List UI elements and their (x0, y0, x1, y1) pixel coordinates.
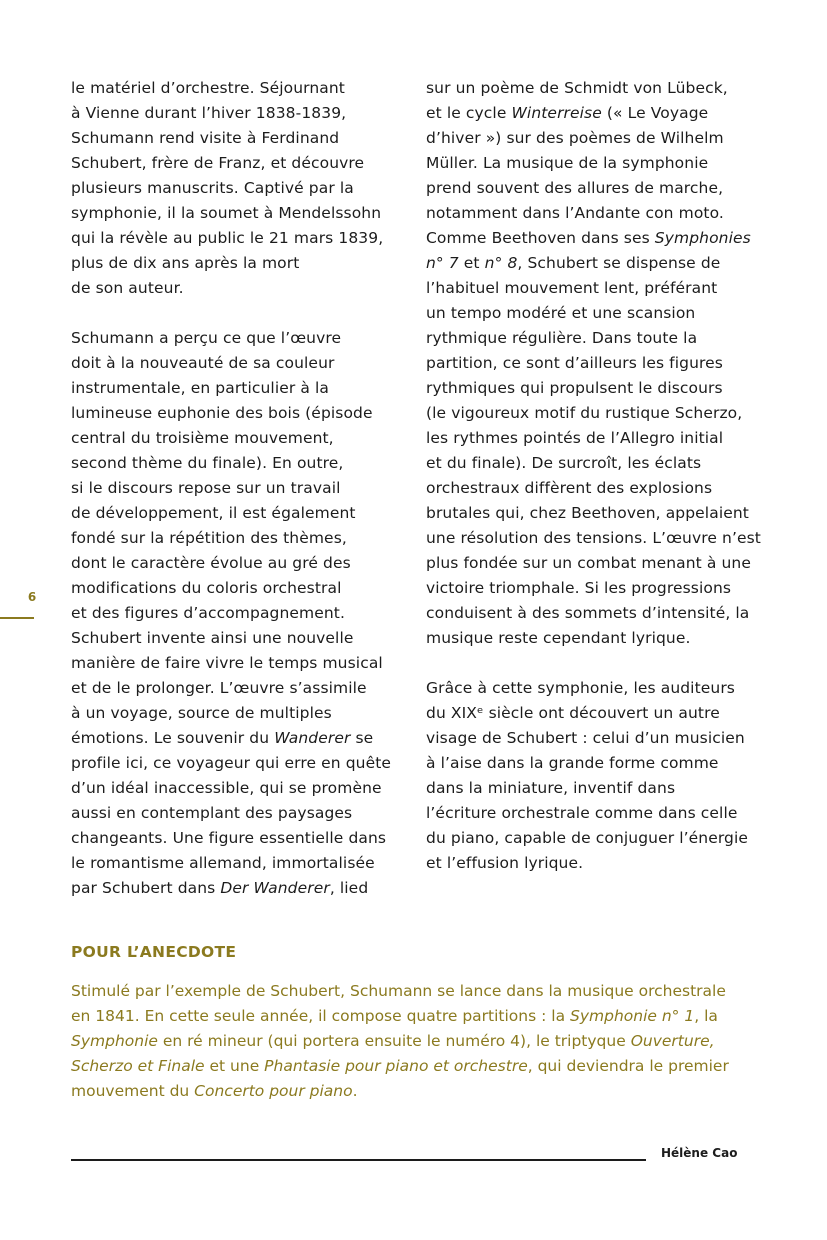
text-line: n° 7 et n° 8, Schubert se dispense de (426, 254, 721, 272)
text-line: sur un poème de Schmidt von Lübeck, (426, 79, 728, 97)
text-line: rythmique régulière. Dans toute la (426, 329, 698, 347)
text-line: doit à la nouveauté de sa couleur (71, 354, 335, 372)
text-line: du XIXᵉ siècle ont découvert un autre (426, 704, 720, 722)
text-line: brutales qui, chez Beethoven, appelaient (426, 504, 749, 522)
text-line: conduisent à des sommets d’intensité, la (426, 604, 750, 622)
text-line: rythmiques qui propulsent le discours (426, 379, 723, 397)
text-line: le romantisme allemand, immortalisée (71, 854, 375, 872)
text-line: changeants. Une figure essentielle dans (71, 829, 387, 847)
text-line: une résolution des tensions. L’œuvre n’est (426, 529, 761, 547)
text-line: et de le prolonger. L’œuvre s’assimile (71, 679, 367, 697)
text-line: modifications du coloris orchestral (71, 579, 342, 597)
text-line: Symphonie en ré mineur (qui portera ensuite le numéro 4), le triptyque Ouverture, (71, 1032, 715, 1050)
text-line: Grâce à cette symphonie, les auditeurs (426, 679, 735, 697)
text-line: manière de faire vivre le temps musical (71, 654, 383, 672)
text-line: du piano, capable de conjuguer l’énergie (426, 829, 749, 847)
text-line: à Vienne durant l’hiver 1838-1839, (71, 104, 347, 122)
footer-rule (71, 1159, 646, 1161)
text-line: mouvement du Concerto pour piano. (71, 1082, 358, 1100)
text-line: victoire triomphale. Si les progressions (426, 579, 732, 597)
text-line: les rythmes pointés de l’Allegro initial (426, 429, 724, 447)
text-line: à l’aise dans la grande forme comme (426, 754, 719, 772)
text-line: second thème du finale). En outre, (71, 454, 344, 472)
text-line: et des figures d’accompagnement. (71, 604, 346, 622)
text-line: central du troisième mouvement, (71, 429, 334, 447)
text-line: (le vigoureux motif du rustique Scherzo, (426, 404, 743, 422)
text-line: le matériel d’orchestre. Séjournant (71, 79, 345, 97)
text-line: par Schubert dans Der Wanderer, lied (71, 879, 369, 897)
text-line: et l’effusion lyrique. (426, 854, 584, 872)
text-line: et du finale). De surcroît, les éclats (426, 454, 702, 472)
text-line: Müller. La musique de la symphonie (426, 154, 709, 172)
anecdote-title: POUR L’ANECDOTE (71, 943, 237, 961)
text-line: aussi en contemplant des paysages (71, 804, 353, 822)
text-line: visage de Schubert : celui d’un musicien (426, 729, 745, 747)
text-line: plusieurs manuscrits. Captivé par la (71, 179, 354, 197)
text-line: symphonie, il la soumet à Mendelssohn (71, 204, 382, 222)
text-line: dont le caractère évolue au gré des (71, 554, 351, 572)
text-line: en 1841. En cette seule année, il compose quatre partitions : la Symphonie n° 1, la (71, 1007, 718, 1025)
text-line: Stimulé par l’exemple de Schubert, Schumann se lance dans la musique orchestrale (71, 982, 726, 1000)
paragraph-gap (426, 651, 766, 676)
text-line: émotions. Le souvenir du Wanderer se (71, 729, 374, 747)
paragraph-gap (71, 301, 411, 326)
text-line: de son auteur. (71, 279, 184, 297)
text-line: de développement, il est également (71, 504, 356, 522)
text-line: musique reste cependant lyrique. (426, 629, 691, 647)
text-line: instrumentale, en particulier à la (71, 379, 330, 397)
text-line: plus de dix ans après la mort (71, 254, 300, 272)
text-line: Comme Beethoven dans ses Symphonies (426, 229, 751, 247)
text-line: plus fondée sur un combat menant à une (426, 554, 751, 572)
text-line: d’hiver ») sur des poèmes de Wilhelm (426, 129, 724, 147)
text-line: qui la révèle au public le 21 mars 1839, (71, 229, 384, 247)
text-line: lumineuse euphonie des bois (épisode (71, 404, 373, 422)
text-line: l’écriture orchestrale comme dans celle (426, 804, 738, 822)
anecdote-text (71, 979, 771, 1104)
text-line: et le cycle Winterreise (« Le Voyage (426, 104, 709, 122)
text-line: si le discours repose sur un travail (71, 479, 341, 497)
page-number-rule (0, 617, 34, 619)
right-column (426, 76, 766, 876)
text-line: partition, ce sont d’ailleurs les figures (426, 354, 723, 372)
author-name: Hélène Cao (661, 1146, 738, 1160)
text-line: d’un idéal inaccessible, qui se promène (71, 779, 382, 797)
text-line: Schumann rend visite à Ferdinand (71, 129, 340, 147)
text-line: prend souvent des allures de marche, (426, 179, 724, 197)
text-line: l’habituel mouvement lent, préférant (426, 279, 718, 297)
text-line: Scherzo et Finale et une Phantasie pour piano et orchestre, qui deviendra le premier (71, 1057, 729, 1075)
text-line: Schubert invente ainsi une nouvelle (71, 629, 354, 647)
text-line: profile ici, ce voyageur qui erre en quête (71, 754, 392, 772)
text-line: dans la miniature, inventif dans (426, 779, 676, 797)
text-line: Schubert, frère de Franz, et découvre (71, 154, 365, 172)
left-column (71, 76, 411, 901)
text-line: Schumann a perçu ce que l’œuvre (71, 329, 342, 347)
text-line: orchestraux diffèrent des explosions (426, 479, 713, 497)
text-line: notamment dans l’Andante con moto. (426, 204, 724, 222)
text-line: à un voyage, source de multiples (71, 704, 332, 722)
text-line: fondé sur la répétition des thèmes, (71, 529, 347, 547)
text-line: un tempo modéré et une scansion (426, 304, 696, 322)
page-number: 6 (27, 590, 37, 604)
